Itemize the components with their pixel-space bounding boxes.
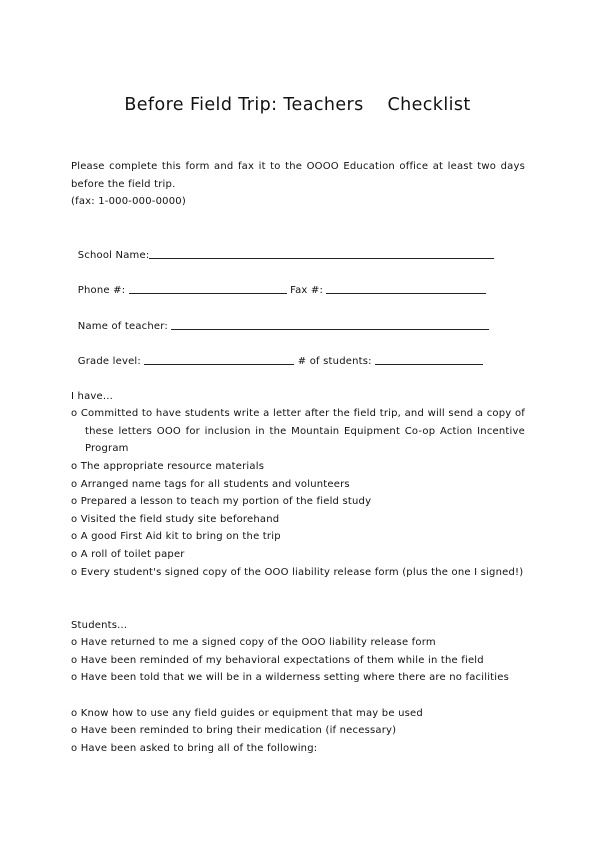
grade-students-field [71, 335, 483, 370]
fax-label: Fax #: [290, 284, 324, 296]
checklist-item: o A good First Aid kit to bring on the trip [71, 531, 281, 542]
phone-fax-field [71, 264, 486, 299]
checklist-item: o Have been reminded to bring their medication (if necessary) [71, 725, 397, 736]
checklist-item: o Arranged name tags for all students and volunteers [71, 479, 350, 490]
grade-blank[interactable] [144, 355, 294, 365]
teacher-blank[interactable] [171, 320, 489, 330]
students-count-label: # of students: [297, 355, 372, 367]
checklist-item: o A roll of toilet paper [71, 549, 185, 560]
checklist-item: o Every student's signed copy of the OOO liability release form (plus the one I signed!) [71, 567, 524, 578]
students-count-blank[interactable] [375, 355, 483, 365]
checklist-item: o Have been asked to bring all of the following: [71, 743, 318, 754]
checklist-item: o Visited the field study site beforehand [71, 514, 280, 525]
checklist-item: o Committed to have students write a letter after the field trip, and will send a copy of these letters OOO for inclusion in the Mountain Equipment Co-op Action Incentive Program [71, 408, 525, 455]
teacher-section-heading: I have... [71, 391, 114, 402]
fax-blank[interactable] [326, 284, 486, 294]
school-name-field [71, 229, 494, 264]
teacher-name-field [71, 300, 489, 335]
grade-label: Grade level: [77, 355, 141, 367]
checklist-item: o Have been told that we will be in a wilderness setting where there are no facilities [71, 672, 510, 683]
student-section-heading: Students... [71, 620, 128, 631]
checklist-item: o Have been reminded of my behavioral expectations of them while in the field [71, 655, 484, 666]
phone-blank[interactable] [129, 284, 287, 294]
teacher-label: Name of teacher: [77, 320, 168, 332]
school-name-blank[interactable] [149, 249, 494, 259]
fax-number: (fax: 1-000-000-0000) [71, 196, 186, 207]
checklist-item: o The appropriate resource materials [71, 461, 265, 472]
page-title: Before Field Trip: Teachers Checklist [124, 95, 471, 115]
checklist-item: o Have returned to me a signed copy of the OOO liability release form [71, 637, 436, 648]
intro-text: Please complete this form and fax it to the OOOO Education office at least two days before the field trip. [71, 161, 525, 190]
checklist-item: o Know how to use any field guides or equipment that may be used [71, 708, 423, 719]
phone-label: Phone #: [77, 284, 126, 296]
school-name-label: School Name: [77, 249, 150, 261]
checklist-item: o Prepared a lesson to teach my portion of the field study [71, 496, 372, 507]
